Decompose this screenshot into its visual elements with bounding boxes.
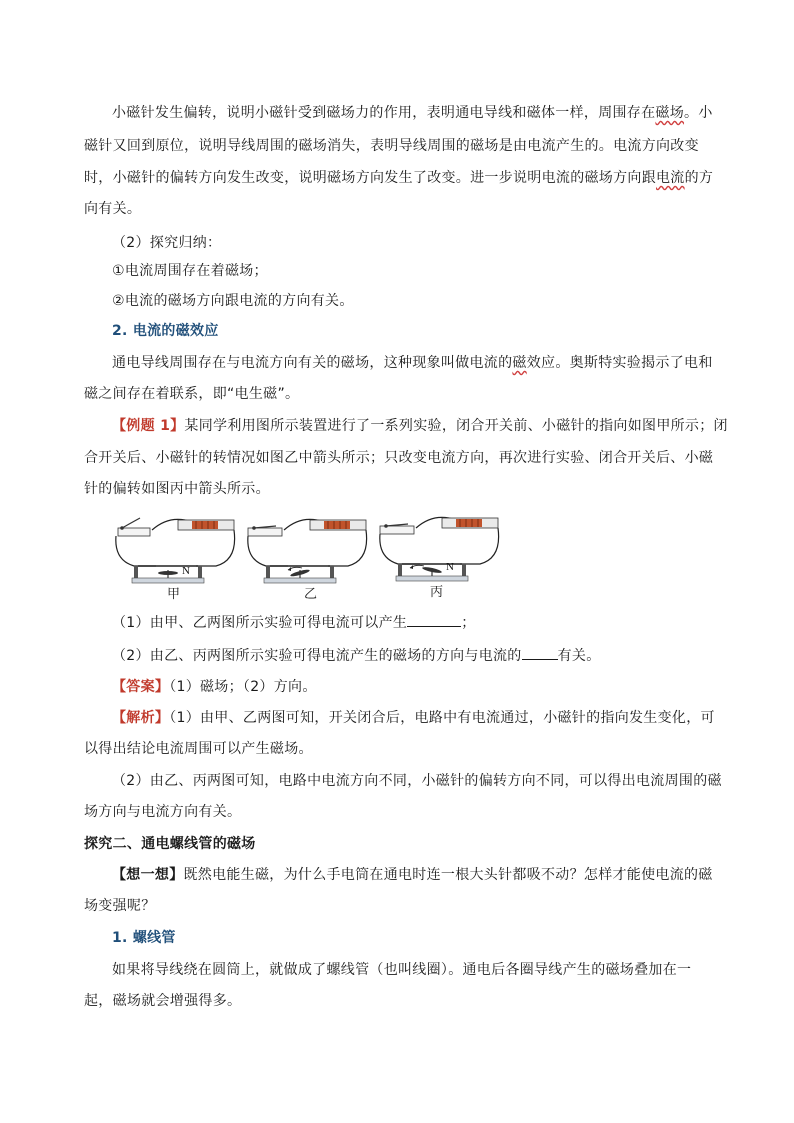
analysis-line: （2）由乙、丙两图可知，电路中电流方向不同，小磁针的偏转方向不同，可以得出电流周围的磁 bbox=[112, 773, 722, 789]
circuit-figure-yi bbox=[244, 510, 370, 584]
summary-item: ②电流的磁场方向跟电流的方向有关。 bbox=[112, 293, 354, 309]
example-line: 合开关后、小磁针的转情况如图乙中箭头所示；只改变电流方向，再次进行实验、闭合开关后、小磁 bbox=[84, 450, 714, 466]
text-run: 的方 bbox=[684, 170, 714, 186]
think-tag: 【想一想】 bbox=[112, 867, 184, 883]
paragraph-line bbox=[84, 168, 714, 188]
text-run: （1）由甲、乙两图可知，开关闭合后，电路中有电流通过，小磁针的指向发生变化，可 bbox=[169, 710, 715, 726]
compass-needle-icon bbox=[158, 565, 190, 578]
paragraph-line bbox=[112, 353, 736, 373]
question-line bbox=[112, 645, 736, 666]
circuit-figure-bing bbox=[376, 508, 502, 582]
example-line: 针的偏转如图丙中箭头所示。 bbox=[84, 481, 270, 497]
text-run: 既然电能生磁，为什么手电筒在通电时连一根大头针都吸不动？怎样才能使电流的磁 bbox=[183, 867, 713, 883]
circuit-diagram bbox=[112, 510, 238, 584]
text-run: 时，小磁针的偏转方向发生改变，说明磁场方向发生了改变。进一步说明电流的磁场方向跟 bbox=[84, 170, 656, 186]
paragraph-line: 向有关。 bbox=[84, 201, 142, 217]
text-run: 效应。奥斯特实验揭示了电和 bbox=[526, 355, 713, 371]
paragraph-line: 如果将导线绕在圆筒上，就做成了螺线管（也叫线圈）。通电后各圈导线产生的磁场叠加在一 bbox=[112, 962, 692, 978]
analysis-line: 场方向与电流方向有关。 bbox=[84, 804, 242, 820]
paragraph-line: 磁之间存在着联系，即“电生磁”。 bbox=[84, 386, 300, 402]
circuit-figure-jia bbox=[112, 510, 238, 584]
example-tag: 【例题 1】 bbox=[112, 418, 185, 434]
spellcheck-word: 磁 bbox=[512, 355, 527, 371]
text-run: 小磁针发生偏转，说明小磁针受到磁场力的作用，表明通电导线和磁体一样，周围存在 bbox=[112, 105, 656, 121]
battery-icon bbox=[310, 520, 366, 530]
question-line bbox=[112, 612, 736, 633]
spellcheck-word: 电流 bbox=[656, 170, 685, 186]
answer-line bbox=[112, 677, 736, 697]
think-line: 场变强呢？ bbox=[84, 898, 156, 914]
text-run: 某同学利用图所示装置进行了一系列实验，闭合开关前、小磁针的指向如图甲所示；闭 bbox=[184, 418, 728, 434]
text-run: 有关。 bbox=[557, 648, 601, 664]
circuit-diagram bbox=[376, 508, 502, 582]
switch-icon bbox=[248, 526, 282, 536]
figure-caption: 甲 bbox=[167, 587, 181, 602]
paragraph-line bbox=[112, 103, 736, 123]
section-heading: 探究二、通电螺线管的磁场 bbox=[84, 836, 256, 852]
text-run: 通电导线周围存在与电流方向有关的磁场，这种现象叫做电流的 bbox=[112, 355, 513, 371]
summary-title: （2）探究归纳： bbox=[112, 235, 222, 251]
figure-caption: 乙 bbox=[304, 587, 318, 602]
text-run: （1）磁场；（2）方向。 bbox=[169, 679, 317, 695]
analysis-line bbox=[112, 708, 736, 728]
spellcheck-word: 磁场 bbox=[655, 105, 685, 121]
think-line bbox=[112, 865, 736, 885]
switch-icon bbox=[118, 518, 150, 536]
section-heading: 2. 电流的磁效应 bbox=[112, 323, 219, 339]
analysis-line: 以得出结论电流周围可以产生磁场。 bbox=[84, 741, 313, 757]
summary-item: ①电流周围存在着磁场； bbox=[112, 263, 268, 279]
circuit-diagram bbox=[244, 510, 370, 584]
paragraph-line: 磁针又回到原位，说明导线周围的磁场消失，表明导线周围的磁场是由电流产生的。电流方向改变 bbox=[84, 138, 699, 154]
svg-text:N: N bbox=[446, 561, 454, 573]
compass-needle-rotating-icon bbox=[288, 567, 310, 578]
analysis-tag: 【解析】 bbox=[112, 710, 170, 726]
sub-heading: 1. 螺线管 bbox=[112, 930, 176, 946]
answer-blank bbox=[522, 645, 558, 660]
answer-blank bbox=[407, 612, 461, 627]
answer-tag: 【答案】 bbox=[112, 679, 170, 695]
paragraph-line: 起，磁场就会增强得多。 bbox=[84, 993, 242, 1009]
battery-icon bbox=[178, 520, 234, 530]
text-run: 。小 bbox=[684, 105, 713, 121]
figure-caption: 丙 bbox=[430, 585, 444, 600]
text-run: ； bbox=[461, 615, 476, 631]
example-line bbox=[112, 416, 736, 436]
text-run: （1）由甲、乙两图所示实验可得电流可以产生 bbox=[112, 615, 408, 631]
svg-text:N: N bbox=[182, 565, 190, 577]
battery-icon bbox=[442, 518, 498, 528]
switch-icon bbox=[380, 524, 414, 534]
text-run: （2）由乙、丙两图所示实验可得电流产生的磁场的方向与电流的 bbox=[112, 648, 522, 664]
